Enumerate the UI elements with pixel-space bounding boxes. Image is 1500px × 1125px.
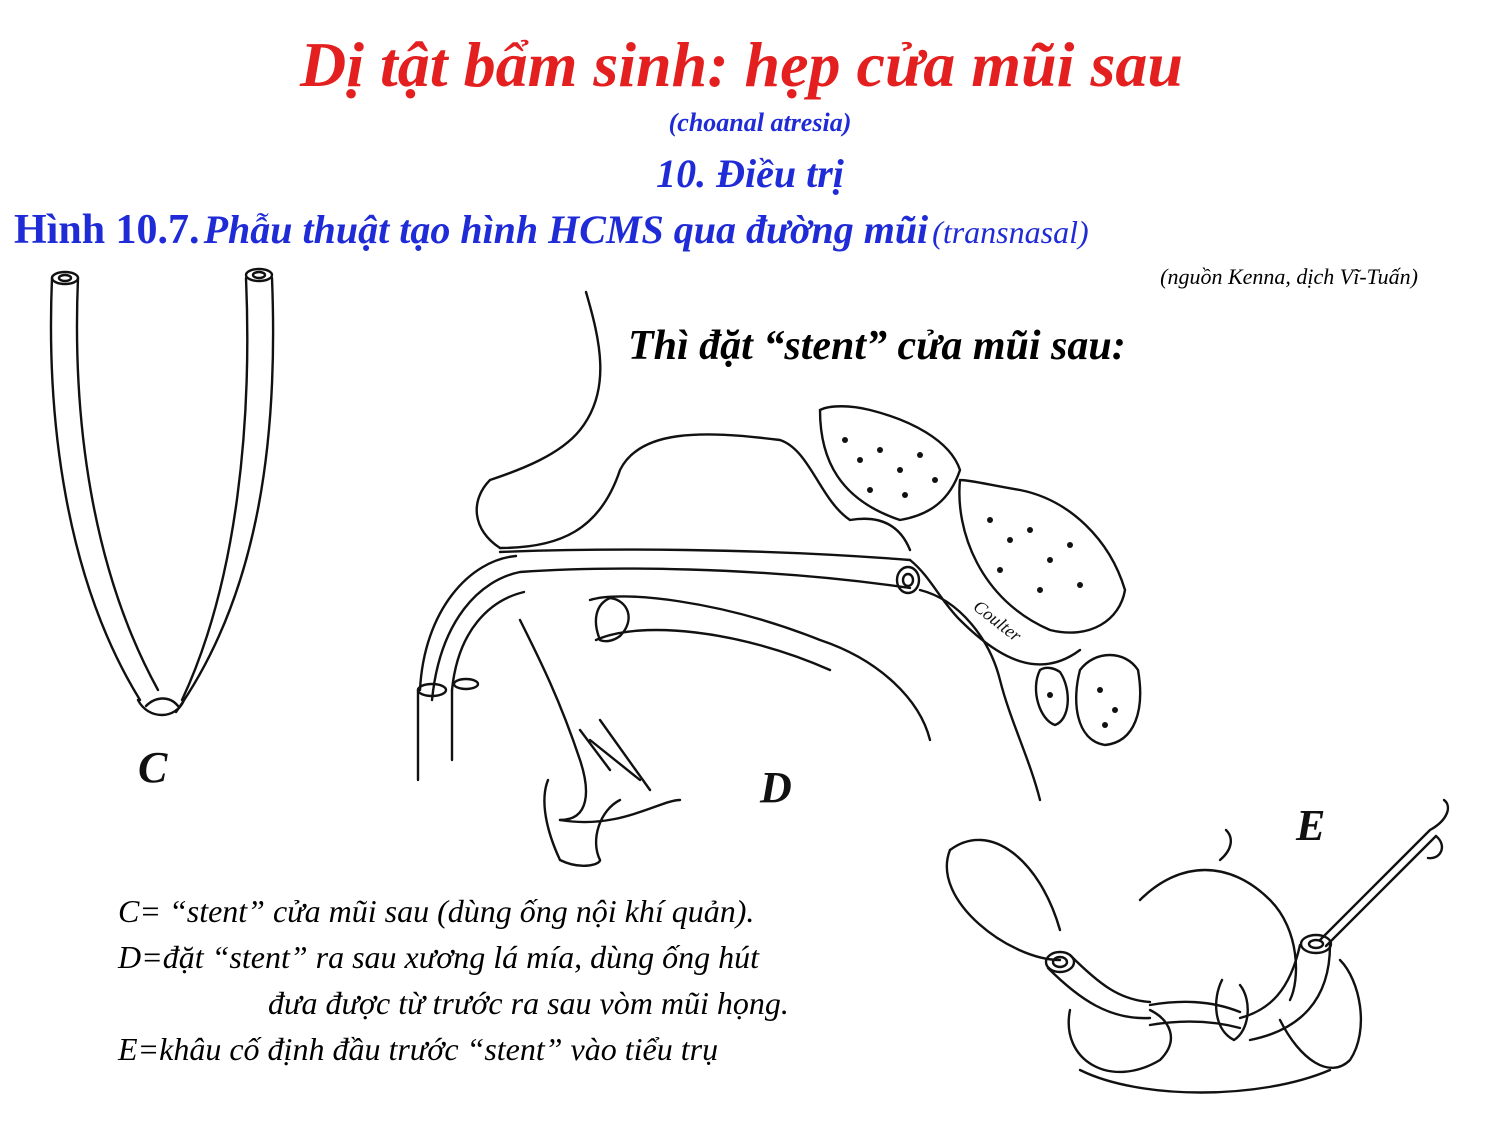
source-credit: (nguồn Kenna, dịch Vĩ-Tuấn)	[1160, 264, 1418, 289]
legend-line-d2: đưa được từ trước ra sau vòm mũi họng.	[268, 985, 789, 1021]
slide-subtitle: (choanal atresia)	[668, 108, 852, 137]
step-heading: Thì đặt “stent” cửa mũi sau:	[628, 323, 1126, 369]
section-heading: 10. Điều trị	[656, 151, 844, 196]
legend-line-e: E=khâu cố định đầu trước “stent” vào tiểu trụ	[118, 1031, 719, 1067]
figure-legend	[118, 888, 938, 1072]
figure-caption-english: (transnasal)	[932, 214, 1089, 250]
figure-label-d: D	[760, 763, 792, 812]
columella-suture-illustration	[947, 800, 1448, 1093]
slide-title: Dị tật bẩm sinh: hẹp cửa mũi sau	[300, 29, 1183, 100]
figure-label-c: C	[138, 743, 168, 792]
figure-number: Hình 10.7.	[14, 207, 200, 253]
figure-label-e: E	[1296, 801, 1326, 850]
legend-line-d1: D=đặt “stent” ra sau xương lá mía, dùng ống hút	[118, 939, 760, 975]
legend-line-c: C= “stent” cửa mũi sau (dùng ống nội khí quản).	[118, 893, 755, 929]
illustrator-signature: Coulter	[969, 596, 1026, 646]
figure-caption-text: Phẫu thuật tạo hình HCMS qua đường mũi	[203, 207, 929, 252]
stent-tube-illustration	[51, 269, 273, 715]
